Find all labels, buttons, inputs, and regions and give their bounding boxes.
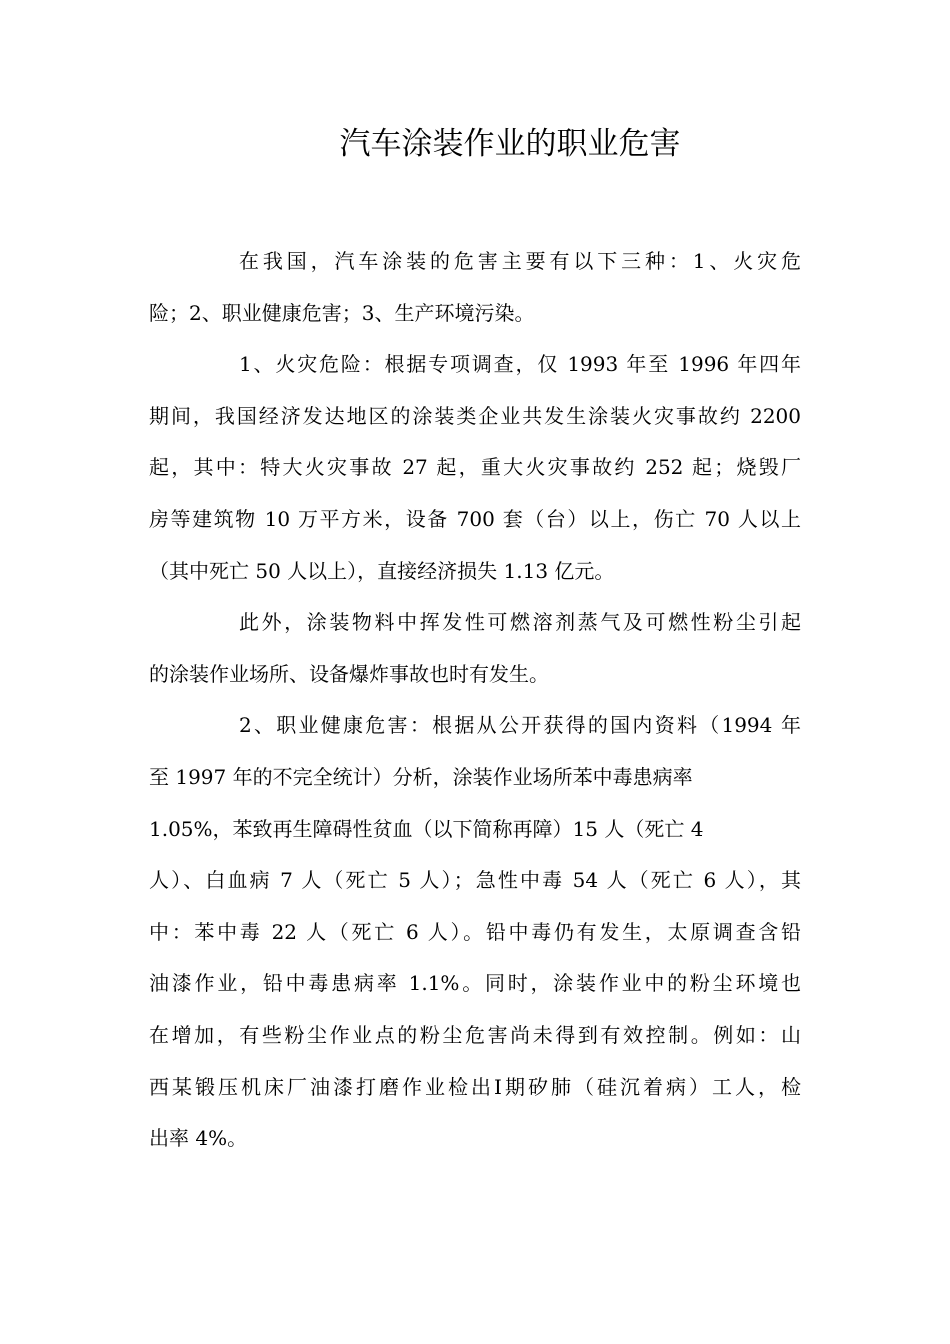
paragraph-line: 1.05%，苯致再生障碍性贫血（以下简称再障）15 人（死亡 4 (149, 816, 704, 841)
paragraph-line: 出率 4%。 (149, 1126, 248, 1151)
paragraph-line: 的涂装作业场所、设备爆炸事故也时有发生。 (149, 661, 549, 686)
paragraph-line: 中：苯中毒 22 人（死亡 6 人）。铅中毒仍有发生，太原调查含铅 (149, 919, 801, 944)
paragraph-line: 此外，涂装物料中挥发性可燃溶剂蒸气及可燃性粉尘引起 (239, 610, 801, 635)
paragraph-line: （其中死亡 50 人以上），直接经济损失 1.13 亿元。 (149, 558, 615, 583)
paragraph-line: 房等建筑物 10 万平方米，设备 700 套（台）以上，伤亡 70 人以上 (149, 506, 801, 531)
paragraph-line: 西某锻压机床厂油漆打磨作业检出Ⅰ期矽肺（硅沉着病）工人，检 (149, 1074, 801, 1099)
paragraph-line: 2、职业健康危害：根据从公开获得的国内资料（1994 年 (239, 713, 801, 738)
paragraph-line: 起，其中：特大火灾事故 27 起，重大火灾事故约 252 起；烧毁厂 (149, 455, 801, 480)
paragraph-line: 油漆作业，铅中毒患病率 1.1%。同时，涂装作业中的粉尘环境也 (149, 971, 801, 996)
paragraph-line: 人）、白血病 7 人（死亡 5 人）；急性中毒 54 人（死亡 6 人），其 (149, 868, 801, 893)
paragraph-line: 至 1997 年的不完全统计）分析，涂装作业场所苯中毒患病率 (149, 764, 693, 789)
paragraph-line: 1、火灾危险：根据专项调查，仅 1993 年至 1996 年四年 (239, 352, 801, 377)
paragraph-line: 期间，我国经济发达地区的涂装类企业共发生涂装火灾事故约 2200 (149, 403, 801, 428)
document-title: 汽车涂装作业的职业危害 (339, 126, 681, 162)
paragraph-line: 在增加，有些粉尘作业点的粉尘危害尚未得到有效控制。例如：山 (149, 1022, 801, 1047)
document-body (149, 236, 801, 1165)
paragraph-line: 在我国，汽车涂装的危害主要有以下三种：1、火灾危 (239, 249, 801, 273)
paragraph-line: 险；2、职业健康危害；3、生产环境污染。 (149, 300, 535, 325)
